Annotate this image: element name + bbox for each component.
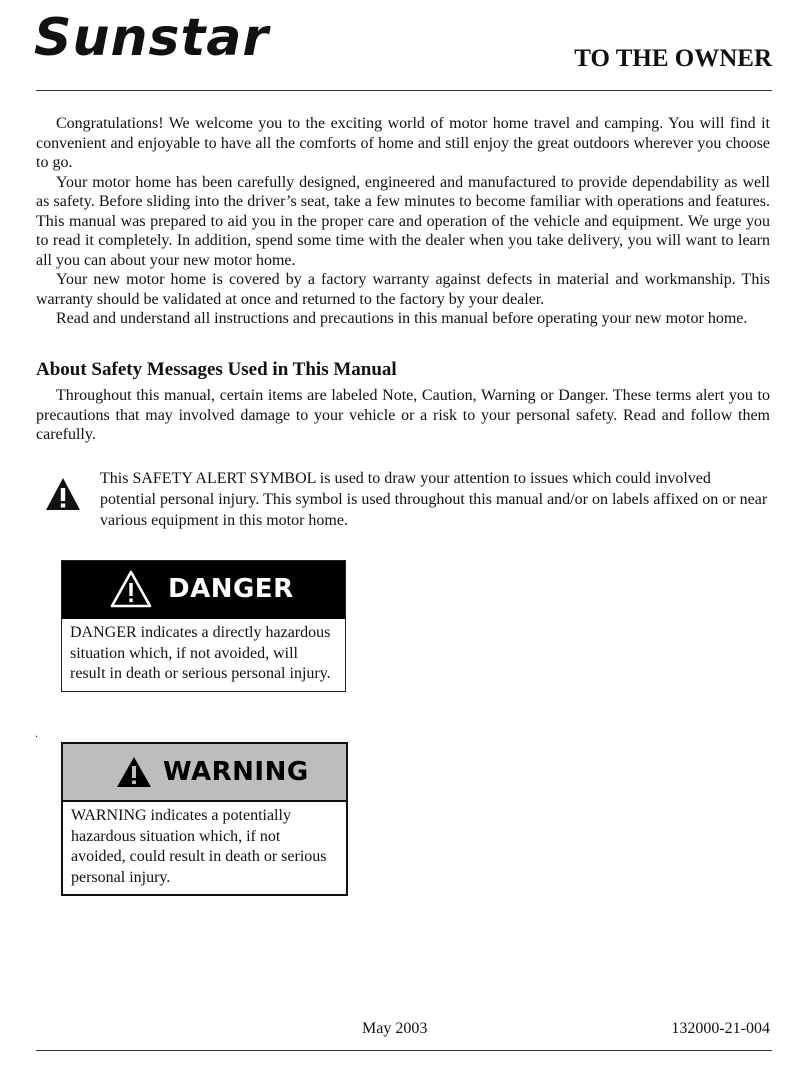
warning-label: WARNING [163, 757, 309, 787]
safety-intro [36, 386, 770, 445]
warning-header [63, 744, 346, 802]
brand-logo: Sunstar [34, 8, 270, 68]
stray-mark: . [35, 726, 38, 740]
footer-divider [36, 1050, 772, 1051]
header-divider [36, 90, 772, 91]
warning-triangle-icon [116, 756, 152, 788]
safety-intro-paragraph: Throughout this manual, certain items are labeled Note, Caution, Warning or Danger. These terms alert you to precautions that may involved damage to your vehicle or a risk to your personal safety. Read and follow them carefully. [36, 387, 770, 443]
warning-box [61, 742, 348, 896]
danger-header [62, 561, 345, 619]
danger-description: DANGER indicates a directly hazardous situation which, if not avoided, will result in death or serious personal injury. [70, 624, 331, 682]
safety-alert-symbol-row [40, 468, 770, 538]
warning-description: WARNING indicates a potentially hazardous situation which, if not avoided, could result in death or serious personal injury. [71, 807, 327, 886]
danger-label: DANGER [168, 574, 294, 604]
safety-heading: About Safety Messages Used in This Manual [36, 359, 397, 380]
intro-section [36, 114, 770, 329]
intro-paragraph: Read and understand all instructions and precautions in this manual before operating your new motor home. [56, 310, 748, 327]
intro-paragraph: Your new motor home is covered by a factory warranty against defects in material and workmanship. This warranty should be validated at once and returned to the factory by your dealer. [36, 271, 770, 308]
safety-alert-text: This SAFETY ALERT SYMBOL is used to draw your attention to issues which could involved potential personal injury. This symbol is used throughout this manual and/or on labels affixed on or near various equipment in this motor home. [100, 470, 768, 529]
warning-triangle-icon [44, 476, 82, 512]
danger-warning-triangle-icon [109, 569, 153, 609]
section-title: TO THE OWNER [574, 45, 772, 72]
footer-doc-number: 132000-21-004 [671, 1020, 770, 1037]
footer-date: May 2003 [362, 1020, 428, 1037]
intro-paragraph: Congratulations! We welcome you to the exciting world of motor home travel and camping. You will find it convenient and enjoyable to have all the comforts of home and still enjoy the great outdoors wherever you choose to go. [36, 115, 770, 171]
danger-box [61, 560, 346, 692]
intro-paragraph: Your motor home has been carefully designed, engineered and manufactured to provide dependability as well as safety. Before sliding into the driver’s seat, take a few minutes to become familiar with operations and features. This manual was prepared to aid you in the proper care and operation of the vehicle and equipment. We urge you to read it completely. In addition, spend some time with the dealer when you take delivery, you will want to learn all you can about your new motor home. [36, 173, 770, 269]
